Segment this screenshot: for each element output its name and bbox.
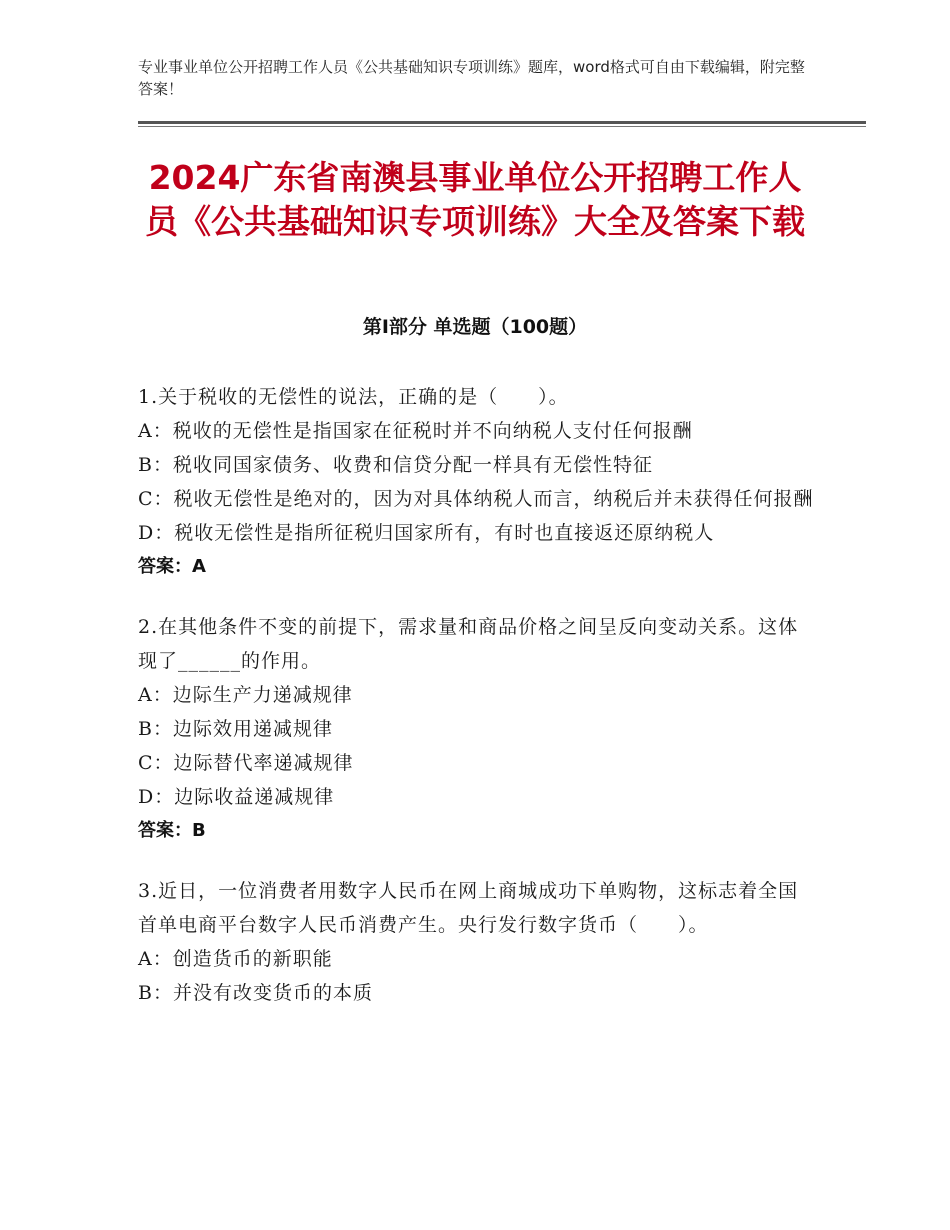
section-title: 第Ⅰ部分 单选题（100题）: [362, 316, 588, 338]
answer: 答案：B: [138, 820, 206, 841]
question-stem: 3.近日，一位消费者用数字人民币在网上商城成功下单购物，这标志着全国首单电商平台数字人民币消费产生。央行发行数字货币（ ）。: [138, 880, 799, 936]
option-b: B：边际效用递减规律: [138, 718, 333, 740]
option-a: A：创造货币的新职能: [138, 948, 333, 970]
question-list: [138, 380, 818, 1036]
option-c: C：税收无偿性是绝对的，因为对具体纳税人而言，纳税后并未获得任何报酬: [138, 488, 814, 510]
option-c: C：边际替代率递减规律: [138, 752, 354, 774]
option-a: A：税收的无偿性是指国家在征税时并不向纳税人支付任何报酬: [138, 420, 693, 442]
question-3: [138, 874, 818, 1010]
header-note: 专业事业单位公开招聘工作人员《公共基础知识专项训练》题库，word格式可自由下载编辑，附完整答案！: [138, 58, 805, 98]
option-d: D：税收无偿性是指所征税归国家所有，有时也直接返还原纳税人: [138, 522, 715, 544]
answer: 答案：A: [138, 556, 206, 577]
option-b: B：税收同国家债务、收费和信贷分配一样具有无偿性特征: [138, 454, 653, 476]
question-1: [138, 380, 818, 584]
question-2: [138, 610, 818, 848]
question-stem: 1.关于税收的无偿性的说法，正确的是（ ）。: [138, 386, 569, 408]
header-rule-thin: [138, 126, 866, 127]
header-rule: [138, 121, 866, 124]
option-a: A：边际生产力递减规律: [138, 684, 353, 706]
question-stem: 2.在其他条件不变的前提下，需求量和商品价格之间呈反向变动关系。这体现了______的作用。: [138, 616, 799, 672]
document-title: 2024广东省南澳县事业单位公开招聘工作人员《公共基础知识专项训练》大全及答案下载: [145, 158, 805, 241]
option-d: D：边际收益递减规律: [138, 786, 335, 808]
option-b: B：并没有改变货币的本质: [138, 982, 373, 1004]
